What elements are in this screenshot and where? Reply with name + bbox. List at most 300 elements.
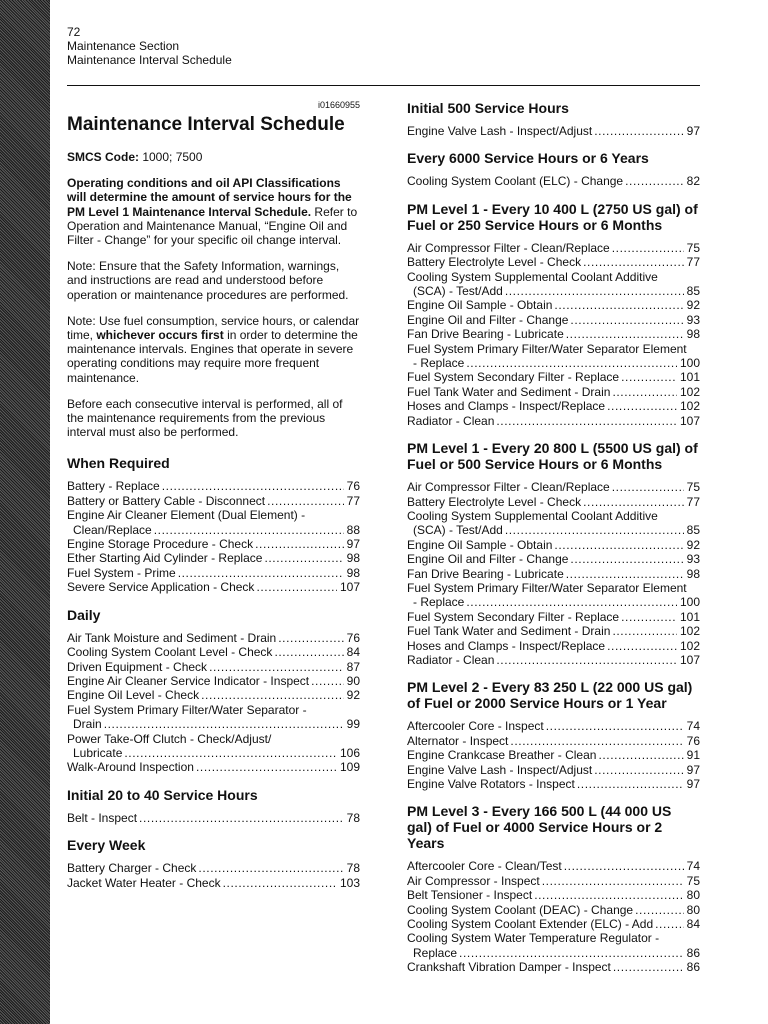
schedule-item-line (407, 342, 700, 356)
page-reference: 98 (686, 566, 700, 581)
schedule-item-line (67, 732, 360, 746)
schedule-item-line (407, 874, 700, 888)
schedule-item (407, 255, 700, 269)
section-heading: PM Level 1 - Every 20 800 L (5500 US gal) of Fuel or 500 Service Hours or 6 Months (407, 440, 698, 473)
schedule-item (407, 874, 700, 888)
schedule-item (407, 370, 700, 384)
schedule-item-line (407, 748, 700, 762)
dot-leader (162, 479, 344, 493)
dot-leader (196, 760, 337, 774)
schedule-item (407, 414, 700, 428)
schedule-item-line (407, 241, 700, 255)
schedule-section (407, 100, 700, 138)
schedule-item (407, 313, 700, 327)
schedule-item (67, 688, 360, 702)
dot-leader (201, 688, 344, 702)
page-reference: 76 (686, 733, 700, 748)
header-rule (67, 85, 700, 86)
page-reference: 102 (679, 399, 700, 414)
dot-leader (564, 859, 684, 873)
page-reference: 87 (346, 659, 360, 674)
dot-leader (255, 537, 344, 551)
schedule-item (67, 645, 360, 659)
schedule-item-label: Air Tank Moisture and Sediment - Drain (67, 630, 277, 645)
schedule-section (407, 150, 700, 188)
schedule-item-line (67, 717, 360, 731)
schedule-item (407, 399, 700, 413)
dot-leader (625, 174, 684, 188)
schedule-item-line (67, 631, 360, 645)
dot-leader (496, 414, 677, 428)
schedule-item (67, 494, 360, 508)
schedule-item-line (407, 960, 700, 974)
schedule-item-line (67, 479, 360, 493)
schedule-item (407, 748, 700, 762)
intro-paragraph (67, 176, 360, 247)
dot-leader (209, 660, 344, 674)
schedule-item (407, 610, 700, 624)
page-reference: 101 (679, 370, 700, 385)
page-reference: 93 (686, 312, 700, 327)
schedule-section (407, 679, 700, 791)
note-intervals (67, 314, 360, 385)
schedule-item-line (407, 538, 700, 552)
note-safety (67, 259, 360, 302)
schedule-item (407, 931, 700, 960)
consecutive-interval-paragraph: Before each consecutive interval is performed, all of the maintenance requirements from the previous interval must also be performed. (67, 396, 343, 440)
page-reference: 78 (346, 861, 360, 876)
note-label: Note: (67, 259, 96, 274)
page-reference: 77 (686, 494, 700, 509)
page-reference: 101 (679, 609, 700, 624)
schedule-item-line (407, 124, 700, 138)
dot-leader (612, 385, 677, 399)
schedule-item-line (67, 703, 360, 717)
smcs-value: 1000; 7500 (139, 150, 203, 164)
schedule-item (407, 509, 700, 538)
dot-leader (612, 241, 684, 255)
schedule-item-label: Cooling System Supplemental Coolant Additive (407, 269, 658, 284)
schedule-item (407, 734, 700, 748)
page-reference: 85 (686, 523, 700, 538)
page-reference: 74 (686, 859, 700, 874)
schedule-item-label: Aftercooler Core - Inspect (407, 719, 544, 734)
page-reference: 92 (686, 537, 700, 552)
schedule-item-label: Engine Valve Rotators - Inspect (407, 777, 575, 791)
page-reference: 76 (346, 630, 360, 645)
schedule-item (407, 581, 700, 610)
schedule-item (407, 960, 700, 974)
schedule-item-line (407, 581, 700, 595)
schedule-item-list (67, 811, 360, 825)
schedule-item-label: Fuel System - Prime (67, 565, 176, 580)
page-reference: 102 (679, 638, 700, 653)
smcs-code (67, 150, 360, 164)
schedule-item-line (67, 494, 360, 508)
schedule-item-line (67, 760, 360, 774)
section-heading: Initial 500 Service Hours (407, 100, 569, 116)
schedule-item-label: Crankshaft Vibration Damper - Inspect (407, 960, 611, 975)
schedule-item (407, 639, 700, 653)
page-reference: 85 (686, 284, 700, 299)
dot-leader (577, 777, 684, 791)
note-intervals-text-2: in order to determine the maintenance intervals. Engines that operate in severe operating conditions may require more frequent maintenance. (67, 328, 358, 385)
schedule-section (407, 440, 700, 667)
schedule-item-label: Engine Oil Level - Check (67, 688, 200, 703)
note-intervals-text: Use fuel consumption, service hours, or calendar time, (67, 313, 360, 343)
schedule-item-label: Cooling System Water Temperature Regulator - (407, 931, 660, 946)
schedule-item-label: Cooling System Coolant (ELC) - Change (407, 174, 624, 189)
schedule-item (407, 538, 700, 552)
page-reference: 86 (686, 960, 700, 975)
dot-leader (274, 645, 343, 659)
schedule-item (67, 566, 360, 580)
dot-leader (267, 494, 344, 508)
schedule-item-line (407, 270, 700, 284)
schedule-section (67, 787, 360, 825)
schedule-item-line (407, 946, 700, 960)
schedule-item-list (407, 124, 700, 138)
dot-leader (256, 580, 337, 594)
schedule-item-label: Engine Oil and Filter - Change (407, 552, 569, 567)
schedule-item-list (407, 174, 700, 188)
intro-text: Refer to Operation and Maintenance Manual, “Engine Oil and Filter - Change” for your specific oil change interval. (67, 204, 358, 248)
dot-leader (505, 284, 684, 298)
dot-leader (124, 746, 337, 760)
note-safety-text: Ensure that the Safety Information, warnings, and instructions are read and understood before operation or maintenance procedures are performed. (67, 259, 349, 302)
schedule-item (67, 674, 360, 688)
schedule-item (407, 327, 700, 341)
schedule-item-label: Ether Starting Aid Cylinder - Replace (67, 551, 263, 566)
schedule-item-line (407, 327, 700, 341)
schedule-item-line (67, 876, 360, 890)
schedule-item-label: Engine Crankcase Breather - Clean (407, 748, 597, 763)
schedule-item-label: Battery - Replace (67, 479, 160, 494)
schedule-item-line (407, 653, 700, 667)
schedule-item-line (67, 645, 360, 659)
dot-leader (570, 552, 683, 566)
note-emphasis: whichever occurs first (96, 328, 224, 343)
dot-leader (510, 734, 683, 748)
schedule-item-line (407, 552, 700, 566)
schedule-item (407, 480, 700, 494)
page-reference: 74 (686, 719, 700, 734)
schedule-item (67, 580, 360, 594)
schedule-item-line (67, 551, 360, 565)
schedule-section (407, 803, 700, 974)
page-number: 72 (67, 25, 81, 39)
schedule-section (67, 455, 360, 594)
schedule-item-list (407, 241, 700, 428)
schedule-item-line (407, 284, 700, 298)
right-column (407, 100, 700, 987)
schedule-item-label: Cooling System Supplemental Coolant Additive (407, 508, 658, 523)
page-reference: 91 (686, 748, 700, 763)
schedule-item-line (407, 888, 700, 902)
dot-leader (459, 946, 684, 960)
schedule-item-line (67, 508, 360, 522)
schedule-item (407, 763, 700, 777)
schedule-item (67, 732, 360, 761)
schedule-item-label: Engine Air Cleaner Service Indicator - Inspect (67, 673, 310, 688)
schedule-item (407, 552, 700, 566)
schedule-item (407, 270, 700, 299)
schedule-item (407, 342, 700, 371)
schedule-item-line (407, 414, 700, 428)
schedule-item-label: Fuel System Secondary Filter - Replace (407, 609, 620, 624)
schedule-item-label: Belt - Inspect (67, 810, 138, 825)
section-heading: PM Level 3 - Every 166 500 L (44 000 US gal) of Fuel or 4000 Service Hours or 2 Years (407, 803, 672, 852)
schedule-item-label: Fuel Tank Water and Sediment - Drain (407, 624, 611, 639)
schedule-item-line (407, 370, 700, 384)
schedule-item (67, 479, 360, 493)
left-schedule-sections (67, 455, 360, 890)
schedule-item-label: - Replace (413, 356, 465, 371)
schedule-item-line (407, 777, 700, 791)
section-heading: When Required (67, 455, 170, 472)
schedule-item-list (67, 479, 360, 594)
schedule-item (67, 551, 360, 565)
page-reference: 97 (686, 124, 700, 138)
page-reference: 100 (679, 356, 700, 371)
dot-leader (613, 960, 684, 974)
schedule-item (407, 298, 700, 312)
schedule-item (67, 537, 360, 551)
dot-leader (607, 639, 677, 653)
dot-leader (223, 876, 337, 890)
page-reference: 75 (686, 873, 700, 888)
section-heading: Every Week (67, 837, 146, 854)
schedule-item-line (407, 509, 700, 523)
section-heading: PM Level 1 - Every 10 400 L (2750 US gal) of Fuel or 250 Service Hours or 6 Months (407, 200, 698, 233)
page-reference: 84 (346, 645, 360, 660)
subsection-name: Maintenance Interval Schedule (67, 53, 232, 67)
note-label: Note: (67, 313, 96, 328)
dot-leader (598, 748, 683, 762)
scan-edge-strip (0, 0, 50, 1024)
page-reference: 76 (346, 479, 360, 494)
schedule-item (407, 777, 700, 791)
schedule-item-list (67, 861, 360, 890)
page-reference: 107 (679, 652, 700, 667)
schedule-item-line (407, 313, 700, 327)
schedule-item-list (407, 859, 700, 974)
schedule-item-line (407, 495, 700, 509)
schedule-item-label: Power Take-Off Clutch - Check/Adjust/ (67, 731, 272, 746)
dot-leader (621, 370, 677, 384)
section-heading: Every 6000 Service Hours or 6 Years (407, 150, 649, 167)
schedule-item-label: Drain (73, 717, 102, 732)
page-reference: 99 (346, 717, 360, 732)
dot-leader (104, 717, 344, 731)
section-heading: Initial 20 to 40 Service Hours (67, 786, 258, 803)
dot-leader (466, 356, 677, 370)
schedule-item-label: Engine Valve Lash - Inspect/Adjust (407, 124, 593, 138)
page-reference: 109 (339, 760, 360, 775)
dot-leader (496, 653, 677, 667)
schedule-item (67, 660, 360, 674)
schedule-item-label: Air Compressor - Inspect (407, 873, 540, 888)
dot-leader (139, 811, 344, 825)
schedule-item-line (407, 931, 700, 945)
schedule-section (407, 201, 700, 428)
dot-leader (594, 124, 683, 138)
schedule-item-line (407, 567, 700, 581)
page-reference: 98 (686, 327, 700, 342)
page-reference: 97 (346, 537, 360, 552)
schedule-item-line (67, 674, 360, 688)
schedule-item-line (407, 255, 700, 269)
document-id: i01660955 (317, 100, 360, 110)
schedule-item-label: Fuel System Primary Filter/Water Separator Element (407, 580, 687, 595)
schedule-item-label: Fuel System Primary Filter/Water Separator Element (407, 341, 687, 356)
schedule-item-label: Engine Valve Lash - Inspect/Adjust (407, 762, 593, 777)
dot-leader (583, 495, 684, 509)
schedule-section (67, 837, 360, 890)
schedule-item-list (67, 631, 360, 775)
dot-leader (583, 255, 684, 269)
schedule-item-line (67, 580, 360, 594)
dot-leader (566, 327, 684, 341)
dot-leader (542, 874, 684, 888)
schedule-item-label: Hoses and Clamps - Inspect/Replace (407, 638, 606, 653)
dot-leader (655, 917, 684, 931)
page-reference: 102 (679, 384, 700, 399)
page-reference: 97 (686, 762, 700, 777)
schedule-item-label: Cooling System Coolant (DEAC) - Change (407, 902, 634, 917)
schedule-item (407, 567, 700, 581)
page-reference: 97 (686, 777, 700, 791)
right-schedule-sections (407, 100, 700, 975)
schedule-item (407, 917, 700, 931)
dot-leader (198, 861, 343, 875)
dot-leader (178, 566, 344, 580)
schedule-item (407, 495, 700, 509)
dot-leader (570, 313, 683, 327)
schedule-item (67, 760, 360, 774)
page-header (67, 25, 232, 67)
schedule-item-list (407, 480, 700, 667)
schedule-item-label: - Replace (413, 595, 465, 610)
schedule-item (407, 859, 700, 873)
schedule-item-label: Engine Air Cleaner Element (Dual Element) - (67, 508, 306, 523)
schedule-section (67, 607, 360, 775)
schedule-item (407, 624, 700, 638)
schedule-item-label: Clean/Replace (73, 522, 152, 537)
schedule-item-list (407, 719, 700, 791)
schedule-item-label: Air Compressor Filter - Clean/Replace (407, 480, 610, 495)
page-reference: 86 (686, 945, 700, 960)
dot-leader (594, 763, 683, 777)
schedule-item-label: Replace (413, 945, 458, 960)
schedule-item-label: Radiator - Clean (407, 413, 495, 428)
schedule-item (407, 385, 700, 399)
schedule-item-label: Jacket Water Heater - Check (67, 875, 221, 890)
schedule-item-line (407, 734, 700, 748)
dot-leader (466, 595, 677, 609)
schedule-item-line (407, 763, 700, 777)
page-reference: 107 (679, 413, 700, 428)
schedule-item-line (67, 861, 360, 875)
page-reference: 92 (346, 688, 360, 703)
schedule-item-label: Battery or Battery Cable - Disconnect (67, 493, 266, 508)
schedule-item-label: Fuel System Secondary Filter - Replace (407, 370, 620, 385)
schedule-item-label: Engine Oil Sample - Obtain (407, 537, 553, 552)
schedule-item-line (407, 480, 700, 494)
page-reference: 77 (686, 255, 700, 270)
schedule-item-line (67, 688, 360, 702)
schedule-item-line (407, 917, 700, 931)
schedule-item (67, 861, 360, 875)
schedule-item-label: Engine Oil and Filter - Change (407, 312, 569, 327)
schedule-item-line (407, 624, 700, 638)
schedule-item-line (407, 903, 700, 917)
schedule-item-line (407, 610, 700, 624)
schedule-item-label: Driven Equipment - Check (67, 659, 208, 674)
page-reference: 80 (686, 888, 700, 903)
schedule-item-line (407, 719, 700, 733)
page-title: Maintenance Interval Schedule (67, 114, 345, 135)
schedule-item-line (67, 660, 360, 674)
schedule-item-label: Fan Drive Bearing - Lubricate (407, 566, 564, 581)
page-reference: 78 (346, 810, 360, 825)
dot-leader (612, 480, 684, 494)
dot-leader (607, 399, 677, 413)
schedule-item (67, 703, 360, 732)
dot-leader (278, 631, 343, 645)
schedule-item-label: Severe Service Application - Check (67, 580, 255, 595)
schedule-item-label: Walk-Around Inspection (67, 760, 194, 775)
page-reference: 92 (686, 298, 700, 313)
page-reference: 100 (679, 595, 700, 610)
schedule-item-label: Cooling System Coolant Extender (ELC) - Add (407, 917, 654, 932)
schedule-item (407, 174, 700, 188)
schedule-item-label: Radiator - Clean (407, 652, 495, 667)
dot-leader (566, 567, 684, 581)
schedule-item-line (407, 595, 700, 609)
page-reference: 88 (346, 522, 360, 537)
schedule-item-line (67, 537, 360, 551)
schedule-item-label: Fan Drive Bearing - Lubricate (407, 327, 564, 342)
schedule-item (407, 888, 700, 902)
dot-leader (546, 719, 684, 733)
dot-leader (621, 610, 677, 624)
schedule-item-line (407, 174, 700, 188)
schedule-item-line (407, 639, 700, 653)
intro-bold-text: Operating conditions and oil API Classifications will determine the amount of service hours for the PM Level 1 Maintenance Interval Schedule. (67, 176, 352, 219)
schedule-item-line (407, 399, 700, 413)
schedule-item (67, 631, 360, 645)
schedule-item-label: Belt Tensioner - Inspect (407, 888, 533, 903)
page-reference: 93 (686, 552, 700, 567)
page-reference: 107 (339, 580, 360, 595)
schedule-item-label: Engine Storage Procedure - Check (67, 537, 254, 552)
dot-leader (554, 298, 683, 312)
page-reference: 75 (686, 240, 700, 255)
page-reference: 103 (339, 875, 360, 890)
schedule-item-line (407, 523, 700, 537)
dot-leader (554, 538, 683, 552)
left-column (67, 100, 360, 902)
schedule-item-label: Fuel System Primary Filter/Water Separator - (67, 702, 307, 717)
schedule-item (67, 508, 360, 537)
schedule-item (67, 876, 360, 890)
page-reference: 75 (686, 480, 700, 495)
schedule-item-label: (SCA) - Test/Add (413, 284, 503, 299)
schedule-item-line (407, 385, 700, 399)
schedule-item-label: Hoses and Clamps - Inspect/Replace (407, 399, 606, 414)
schedule-item (67, 811, 360, 825)
